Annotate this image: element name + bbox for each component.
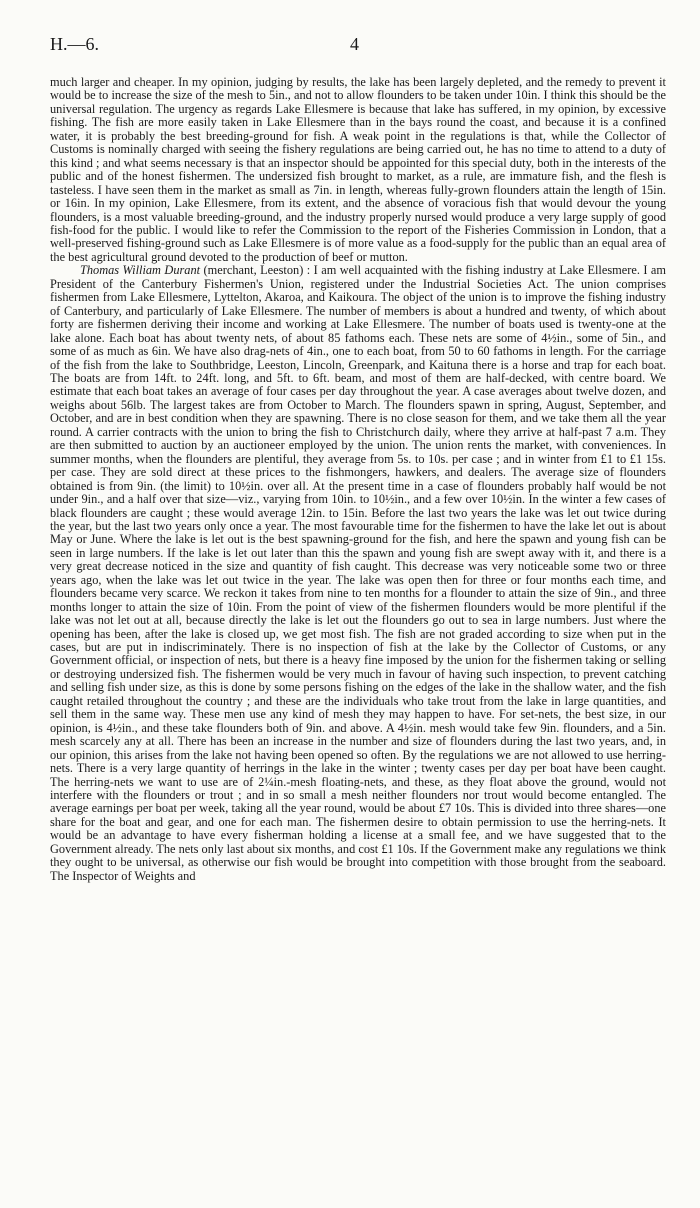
paragraph-testimony <box>50 264 666 883</box>
page-number: 4 <box>350 34 359 54</box>
document-body <box>50 76 666 883</box>
witness-name: Thomas William Durant <box>80 263 201 278</box>
report-reference: H.—6. <box>50 34 99 54</box>
paragraph-continuation <box>50 76 666 264</box>
page-header <box>50 34 666 58</box>
paragraph-text: much larger and cheaper. In my opinion, judging by results, the lake has been largely depleted, and the remedy to prevent it would be to increase the size of the mesh to 5in., and not to allow flounders to be taken under 10in. I think this should be the universal regulation. The urgency as regards Lake Ellesmere is because that lake has suffered, in my opinion, by excessive fishing. The fish are more easily taken in Lake Ellesmere than in the bays round the coast, and because it is a confined water, it is probably the best breeding-ground for fish. A weak point in the regulations is that, while the Collector of Customs is nominally charged with seeing the fishery regulations are being carried out, he has no time to attend to a duty of this kind ; and what seems necessary is that an inspector should be appointed for this special duty, both in the interests of the public and of the honest fishermen. The undersized fish brought to market, as a rule, are immature fish, and the flesh is tasteless. I have seen them in the market as small as 7in. in length, whereas fully-grown flounders attain the length of 15in. or 16in. In my opinion, Lake Ellesmere, from its extent, and the absence of voracious fish that would devour the young flounders, is a most valuable breeding-ground, and the industry properly nursed would produce a very large supply of good fish-food for the public. I would like to refer the Commission to the report of the Fisheries Commission in London, that a well-preserved fishing-ground such as Lake Ellesmere is of more value as a food-supply for the public than an equal area of the best agricultural ground devoted to the production of beef or mutton. <box>50 75 666 264</box>
paragraph-text: (merchant, Leeston) : I am well acquainted with the fishing industry at Lake Ellesmere. I am President of the Canterbury Fishermen's Union, registered under the Industrial Societies Act. The union comprises fishermen from Lake Ellesmere, Lyttelton, Akaroa, and Kaikoura. The object of the union is to improve the fishing industry of Canterbury, and particularly of Lake Ellesmere. The number of members is about a hundred and twenty, of which about forty are fishermen deriving their income and working at Lake Ellesmere. The number of boats used is twenty-one at the lake alone. Each boat has about twenty nets, of about 85 fathoms each. These nets are some of 4½in., some of 5in., and some of as much as 6in. We have also drag-nets of 4in., one to each boat, from 50 to 60 fathoms in length. For the carriage of the fish from the lake to Southbridge, Leeston, Lincoln, Greenpark, and Kaituna there is a horse and trap for each boat. The boats are from 14ft. to 24ft. long, and 5ft. to 6ft. beam, and most of them are half-decked, with centre board. We estimate that each boat takes an average of four cases per day throughout the year. A case averages about twelve dozen, and weighs about 56lb. The largest takes are from October to March. The flounders spawn in spring, August, September, and October, and are in best condition when they are spawning. There is no close season for them, and we take them all the year round. A carrier contracts with the union to bring the fish to Christchurch daily, where they arrive at half-past 7 a.m. They are then submitted to auction by an auctioneer employed by the union. The union rents the market, with conveniences. In summer months, when the flounders are plentiful, they average from 5s. to 10s. per case ; and in winter from £1 to £1 15s. per case. They are sold direct at these prices to the fishmongers, hawkers, and dealers. The average size of flounders obtained is from 9in. (the limit) to 10½in. over all. At the present time in a case of flounders probably half would be not under 9in., and a half over that size—viz., varying from 10in. to 10½in., and a few over 10½in. In the winter a few cases of black flounders are caught ; these would average 12in. to 15in. Before the last two years the lake was let out twice during the year, but the last two years only once a year. The most favourable time for the fishermen to have the lake let out is about May or June. Where the lake is let out is the best spawning-ground for the fish, and here the spawn and young fish can be seen in large numbers. If the lake is let out later than this the spawn and young fish are swept away with it, and there is a very great decrease noticed in the size and quantity of fish caught. This decrease was very noticeable some two or three years ago, when the lake was let out twice in the year. The lake was open then for three or four months each time, and flounders became very scarce. We reckon it takes from nine to ten months for a flounder to attain the size of 9in., and three months longer to attain the size of 10in. From the point of view of the fishermen flounders would be more plentiful if the lake was not let out at all, because directly the lake is let out the flounders go out to sea in large numbers. Just where the opening has been, after the lake is closed up, we get most fish. The fish are not graded according to size when put in the cases, but are put in indiscriminately. There is no inspection of fish at the lake by the Collector of Customs, or any Government official, or inspection of nets, but there is a heavy fine imposed by the union for the fishermen taking or selling or destroying undersized fish. The fishermen would be very much in favour of having such inspection, to prevent catching and selling fish under size, as this is done by some persons fishing on the edges of the lake in the shallow water, and the fish caught retailed throughout the country ; and these are the individuals who take trout from the lake in large quantities, and sell them in the same way. These men use any kind of mesh they may happen to have. For set-nets, the best size, in our opinion, is 4½in., and these take flounders both of 9in. and above. A 4½in. mesh would take few 9in. flounders, and a 5in. mesh scarcely any at all. There has been an increase in the number and size of flounders during the last two years, and, in our opinion, this arises from the lake not having been opened so often. By the regulations we are not allowed to use herring-nets. There is a very large quantity of herrings in the lake in the winter ; twenty cases per day per boat have been caught. The herring-nets we want to use are of 2¼in.-mesh floating-nets, and these, as they float above the ground, would not interfere with the flounders or trout ; and in so small a mesh neither flounders nor trout would become entangled. The average earnings per boat per week, taking all the year round, would be about £7 10s. This is divided into three shares—one share for the boat and gear, and one for each man. The fishermen desire to obtain permission to use the herring-nets. It would be an advantage to have every fisherman holding a license at a small fee, and we have suggested that to the Government already. The nets only last about six months, and cost £1 10s. If the Government make any regulations we think they ought to be universal, as otherwise our fish would be brought into competition with those brought from the seaboard. The Inspector of Weights and <box>50 263 667 883</box>
document-page <box>50 34 666 883</box>
